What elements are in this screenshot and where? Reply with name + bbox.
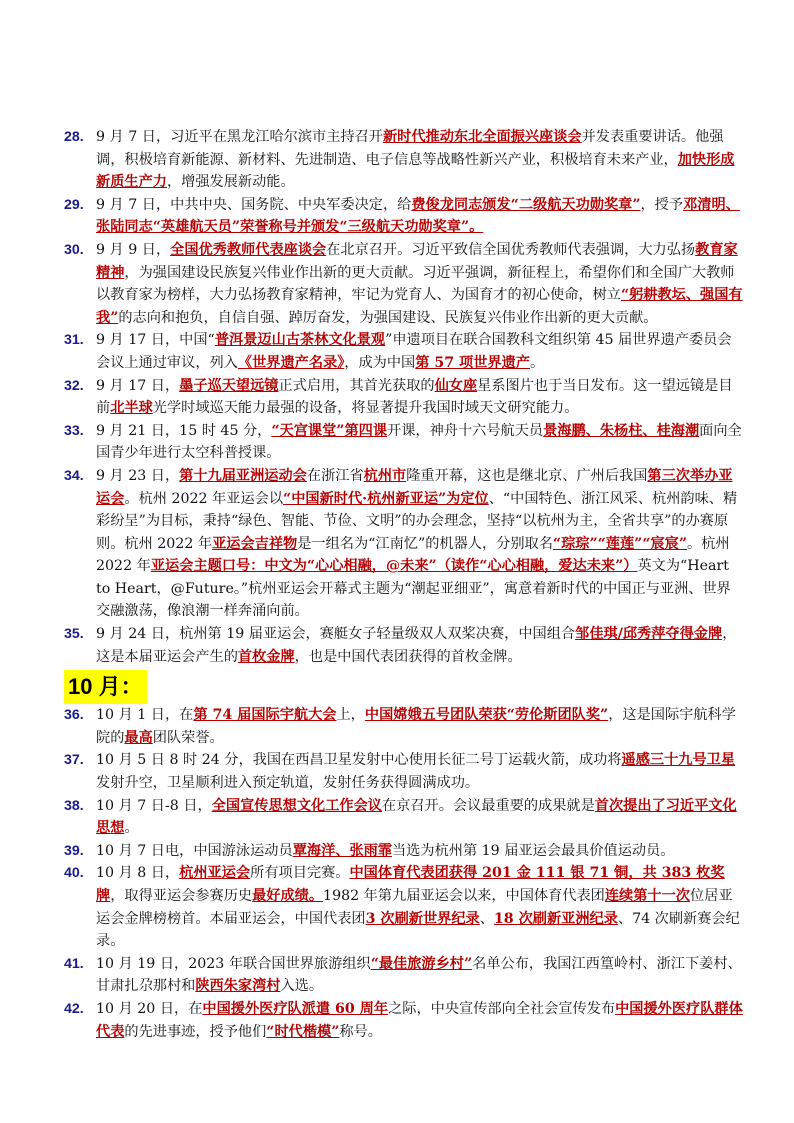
highlighted-keyword: 中国嫦娥五号团队荣获“劳伦斯团队奖” [364,707,609,724]
item-text: 9 月 7 日，中共中央、国务院、中央军委决定，给 [96,196,412,213]
list-item [64,795,744,840]
highlighted-keyword: 最好成绩。 [252,888,324,904]
item-text: ，授予 [640,196,684,213]
highlighted-keyword: 第 57 项世界遗产 [415,354,530,371]
item-text: 发射升空，卫星顺利进入预定轨道，发射任务获得圆满成功。 [96,775,480,792]
highlighted-keyword: 普洱景迈山古茶林文化景观 [214,332,386,349]
list-item [64,862,744,952]
item-number: 34. [64,467,84,484]
highlighted-keyword: “最佳旅游乡村” [370,955,473,972]
list-item [64,465,744,623]
highlighted-keyword: 第十九届亚洲运动会 [179,467,307,484]
highlighted-keyword: 全国优秀教师代表座谈会 [170,241,327,258]
highlighted-keyword: 邹佳琪/邱秀萍夺得金牌 [575,626,723,643]
item-text: 1982 年第九届亚运会以来，中国体育代表团 [323,888,605,904]
list-item [64,329,744,374]
highlighted-keyword: 3 次刷新世界纪录 [365,910,480,927]
item-text: 。 [530,354,545,371]
highlighted-keyword: 中国援外医疗队群体代表 [96,1000,743,1040]
item-text: ，取得亚运会参赛历史 [110,888,253,904]
item-text: 9 月 17 日， [96,377,180,394]
item-text: 开课，神舟十六号航天员 [387,422,544,439]
highlighted-keyword: 仙女座 [434,377,478,394]
highlighted-keyword: 首次提出了习近平文化思想 [96,797,737,837]
item-text: 入选。 [280,978,324,995]
item-text: 团队荣誉。 [152,729,224,746]
highlighted-keyword: 全国宣传思想文化工作会议 [211,797,382,814]
list-item [64,840,744,863]
list-item [64,998,744,1043]
item-text: 、“中国特色、浙江风采、杭州韵味、精彩纷呈”为目标，秉持“绿色、智能、节俭、文明”的办会理念，坚持“以杭州为主，全省共享”的办赛原则。杭州 2022 年 [96,490,738,552]
highlighted-keyword: 最高 [124,729,153,746]
item-number: 40. [64,865,84,882]
item-text: 、 [479,910,494,927]
highlighted-keyword: “天宫课堂”第四课 [271,422,388,439]
october-list [64,704,744,1043]
list-item [64,749,744,794]
list-item [64,704,744,749]
highlighted-keyword: “中国新时代·杭州新亚运”为定位 [283,490,489,507]
item-text: 9 月 23 日， [96,467,180,484]
item-text: 10 月 7 日-8 日， [96,797,212,814]
item-text: ，为强国建设民族复兴伟业作出新的更大贡献。习近平强调，新征程上，希望你们和全国广大教师以教育家为榜样，大力弘扬教育家精神，牢记为党育人、为国育才的初心使命，树立 [96,264,735,304]
item-text: 光学时域巡天能力最强的设备，将显著提升我国时域天文研究能力。 [152,400,579,417]
item-text: 9 月 7 日，习近平在黑龙江哈尔滨市主持召开 [96,129,383,145]
item-text: 10 月 8 日， [96,865,180,882]
item-text: 在北京召开。习近平致信全国优秀教师代表强调，大力弘扬 [326,241,696,258]
highlighted-keyword: 陕西朱家湾村 [195,978,281,995]
highlighted-keyword: 《世界遗产名录》 [237,354,345,371]
item-text: 。杭州 2022 年亚运会以 [124,490,284,507]
highlighted-keyword: 邓清明、张陆同志“英雄航天员”荣誉称号并颁发“三级航天功勋奖章”。 [96,196,740,236]
highlighted-keyword: “琮琮”“莲莲”“宸宸” [552,535,688,552]
item-number: 33. [64,422,84,439]
item-text: 10 月 1 日，在 [96,707,194,724]
item-text: 10 月 5 日 8 时 24 分，我国在西昌卫星发射中心使用长征二号丁运载火箭，成功将 [96,752,622,769]
highlighted-keyword: 亚运会主题口号：中文为“心心相融，@未来”（读作“心心相融，爱达未来”） [150,558,638,575]
item-text: ，这是本届亚运会产生的 [96,626,737,665]
item-number: 42. [64,1000,84,1017]
item-text: 9 月 21 日，15 时 45 分， [96,422,272,439]
list-item [64,194,744,239]
item-text: 。杭州 2022 年 [96,535,730,575]
highlighted-keyword: 首枚金牌 [237,648,295,665]
highlighted-keyword: 墨子巡天望远镜 [179,377,279,394]
item-number: 31. [64,332,84,349]
highlighted-keyword: 第三次举办亚运会 [96,467,733,507]
item-number: 36. [64,707,84,724]
highlighted-keyword: 18 次刷新亚洲纪录 [493,910,618,927]
item-text: 在京召开。会议最重要的成果就是 [381,797,595,814]
list-item [64,375,744,420]
item-text: ，增强发展新动能。 [166,174,295,191]
highlighted-keyword: 遥感三十九号卫星 [621,752,736,769]
item-text: 正式启用，其首光获取的 [278,377,435,394]
item-text: 10 月 20 日，在 [96,1000,203,1017]
item-text: 10 月 7 日电，中国游泳运动员 [96,842,293,859]
item-number: 39. [64,842,84,859]
item-text: ，这是国际宇航科学院的 [96,707,736,746]
highlighted-keyword: 费俊龙同志颁发“二级航天功勋奖章” [411,196,641,213]
item-text: 星系图片也于当日发布。这一望远镜是目前 [96,377,733,417]
item-number: 30. [64,241,84,258]
item-text: 当选为杭州第 19 届亚运会最具价值运动员。 [392,842,675,859]
item-number: 38. [64,797,84,814]
highlighted-keyword: 亚运会吉祥物 [212,535,298,552]
item-text: 位居亚运会金牌榜榜首。本届亚运会，中国代表团 [96,888,733,927]
highlighted-keyword: 中国援外医疗队派遣 60 周年 [202,1000,389,1017]
september-list [64,126,744,668]
item-text: 英文为“Heart to Heart，@Future。”杭州亚运会开幕式主题为“潮起亚细亚”，寓意着新时代的中国正与亚洲、世界交融激荡，像浪潮一样奔涌向前。 [96,558,731,620]
highlighted-keyword: 景海鹏、朱杨柱、桂海潮 [543,422,700,439]
document-body [64,126,744,1043]
item-text: 是一组名为“江南忆”的机器人，分别取名 [297,535,553,552]
highlighted-keyword: 覃海洋、张雨霏 [292,842,393,859]
item-text: 9 月 24 日，杭州第 19 届亚运会，赛艇女子轻量级双人双桨决赛，中国组合 [96,626,576,643]
item-text: 。 [124,820,139,837]
item-text: 9 月 17 日，中国“ [96,332,215,349]
item-number: 29. [64,196,84,213]
month-heading-text: 10 月： [64,670,147,704]
highlighted-keyword: 杭州市 [363,467,407,484]
item-text: 隆重开幕，这也是继北京、广州后我国 [406,467,648,484]
item-text: 称号。 [339,1023,382,1040]
item-number: 28. [64,129,84,145]
item-text: ，成为中国 [344,354,416,371]
item-text: 在浙江省 [306,467,364,484]
item-text: 上， [336,707,365,724]
item-text: 的先进事迹，授予他们 [124,1023,267,1040]
item-number: 35. [64,626,84,643]
item-text: 面向全国青少年进行太空科普授课。 [96,422,742,462]
item-number: 37. [64,752,84,769]
month-heading [64,670,744,704]
item-text: ”申遗项目在联合国教科文组织第 45 届世界遗产委员会会议上通过审议，列入 [96,332,732,371]
highlighted-keyword: 新时代推动东北全面振兴座谈会 [382,129,582,145]
item-number: 32. [64,377,84,394]
highlighted-keyword: “时代楷模” [266,1023,340,1040]
highlighted-keyword: “躬耕教坛、强国有我” [96,287,743,326]
item-text: 9 月 9 日， [96,241,171,258]
highlighted-keyword: 教育家精神 [96,241,738,281]
item-text: 所有项目完赛。 [250,865,350,882]
item-text: 并发表重要讲话。他强调，积极培育新能源、新材料、先进制造、电子信息等战略性新兴产业，积极培育未来产业， [96,129,724,168]
highlighted-keyword: 连续第十一次 [604,888,690,904]
item-text: ，也是中国代表团获得的首枚金牌。 [294,648,522,665]
item-text: 10 月 19 日，2023 年联合国世界旅游组织 [96,955,371,972]
highlighted-keyword: 北半球 [110,400,153,417]
item-text: 的志向和抱负，自信自强、踔厉奋发，为强国建设、民族复兴伟业作出新的更大贡献。 [118,309,658,326]
list-item [64,953,744,998]
item-text: 名单公布，我国江西篁岭村、浙江下姜村、甘肃扎尕那村和 [96,955,742,995]
highlighted-keyword: 杭州亚运会 [179,865,251,882]
item-text: 、74 次刷新赛会纪录。 [96,910,740,950]
list-item [64,239,744,329]
highlighted-keyword: 中国体育代表团获得 201 金 111 银 71 铜，共 383 枚奖牌 [96,865,725,904]
list-item [64,420,744,465]
list-item [64,126,744,194]
highlighted-keyword: 第 74 届国际宇航大会 [193,707,337,724]
item-number: 41. [64,955,84,972]
highlighted-keyword: 加快形成新质生产力 [96,151,735,191]
item-text: 之际，中央宣传部向全社会宣传发布 [388,1000,616,1017]
list-item [64,623,744,668]
